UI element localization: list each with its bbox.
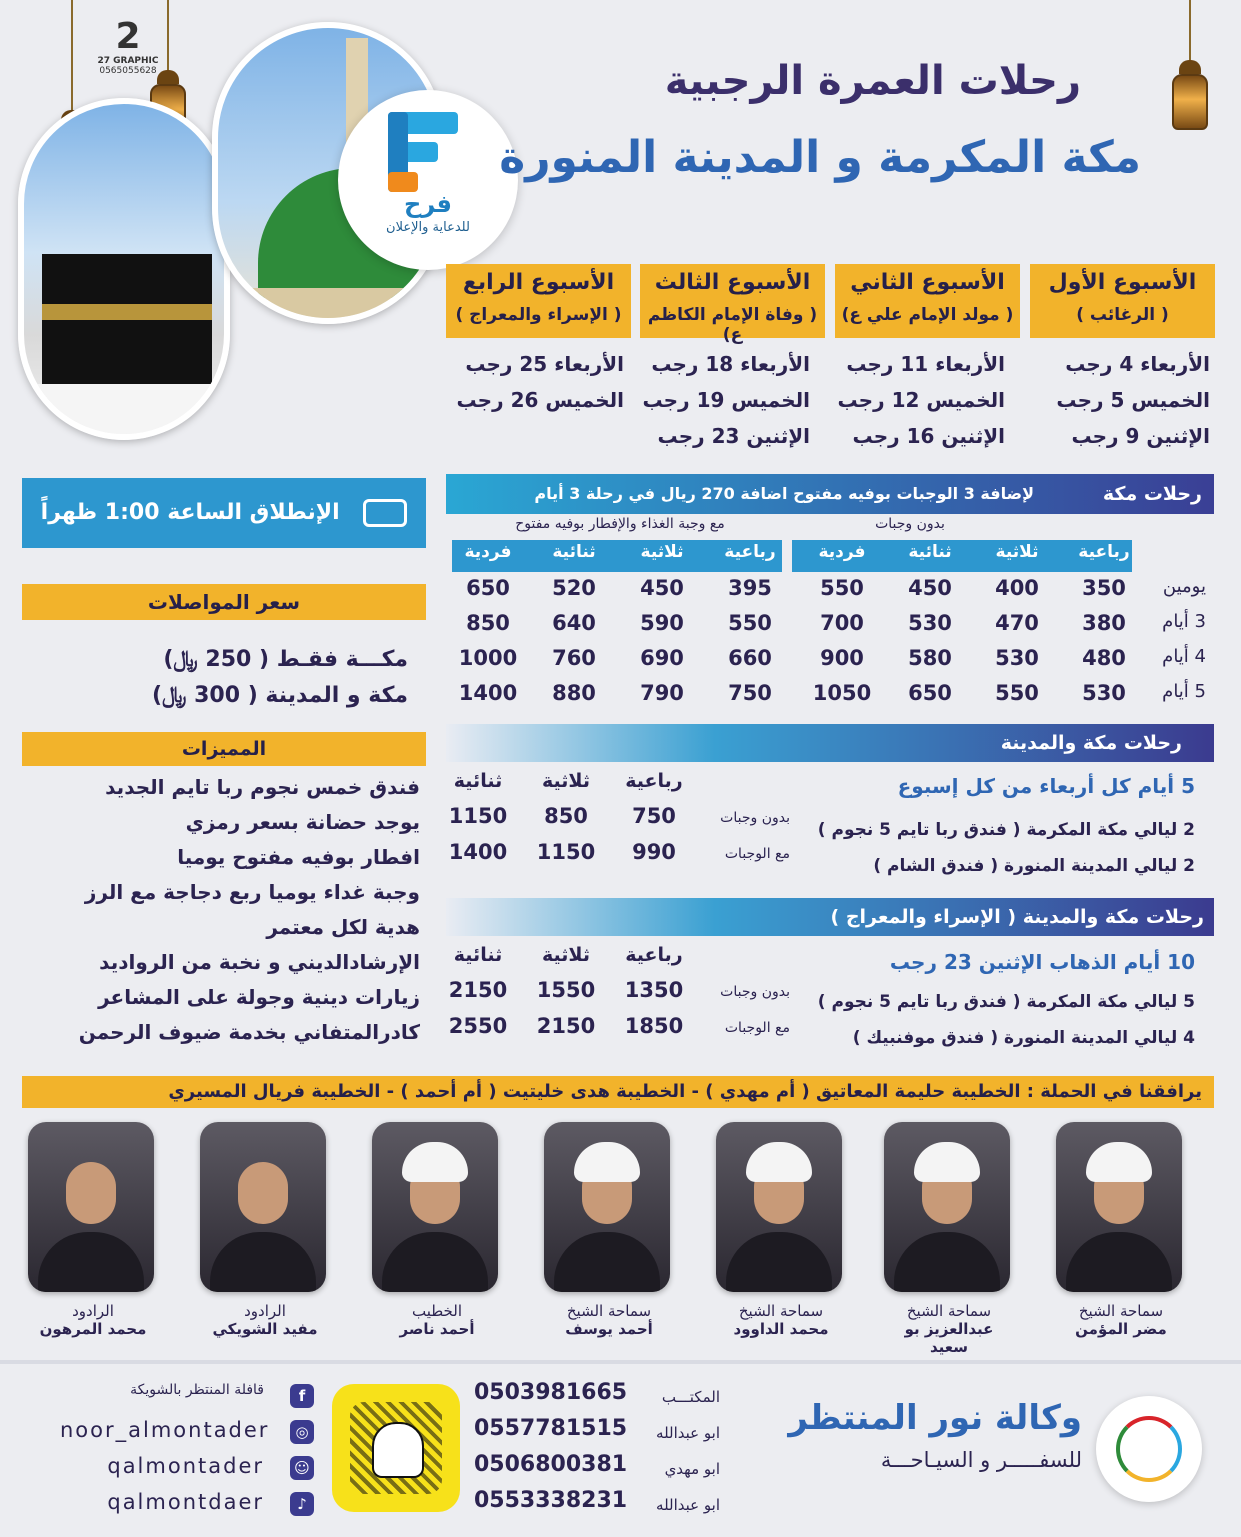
speaker-card — [372, 1122, 502, 1338]
speaker-name: مفيد الشويكي — [212, 1320, 318, 1338]
makkah_madinah-price-cell: 1150 — [448, 804, 508, 828]
isra-header-bar: رحلات مكة والمدينة ( الإسراء والمعراج ) — [446, 898, 1214, 936]
makkah-price-cell: 690 — [640, 646, 684, 670]
makkah-price-cell: 760 — [552, 646, 596, 670]
snapchat-qr-code[interactable] — [332, 1384, 460, 1512]
instagram-icon[interactable]: ◎ — [290, 1420, 314, 1444]
speaker-card — [200, 1122, 330, 1338]
makkah-price-cell: 400 — [995, 576, 1039, 600]
makkah-price-cell: 480 — [1082, 646, 1126, 670]
week-3-dates: الأربعاء 18 رجب الخميس 19 رجب الإثنين 23 رجب — [642, 352, 810, 448]
makkah-price-cell: 520 — [552, 576, 596, 600]
makkah_madinah-price-cell: 1150 — [536, 840, 596, 864]
phone-label: ابو عبدالله — [656, 1496, 720, 1514]
transport-title: سعر المواصلات — [22, 584, 426, 620]
phone-label: المكتـــب — [661, 1388, 720, 1406]
makkah-price-cell: 380 — [1082, 611, 1126, 635]
makkah-price-cell: 470 — [995, 611, 1039, 635]
mm-lead: 5 أيام كل أربعاء من كل إسبوع — [897, 774, 1195, 798]
speaker-role: الخطيب — [412, 1302, 462, 1320]
makkah_madinah-price-cell: 990 — [632, 840, 676, 864]
speaker-photo — [372, 1122, 498, 1292]
makkah_madinah-price-cell: 850 — [544, 804, 588, 828]
lantern-right-icon — [1172, 0, 1208, 130]
makkah-col-header: ثنائية — [908, 542, 952, 562]
makkah-price-cell: 530 — [908, 611, 952, 635]
isra-price-cell: 1550 — [536, 978, 596, 1002]
isra-row-label: بدون وجبات — [720, 984, 790, 1000]
makkah-price-cell: 1400 — [458, 681, 518, 705]
week-3: الأسبوع الثالث ( وفاة الإمام الكاظم ع) — [640, 264, 825, 338]
speaker-card — [544, 1122, 674, 1338]
phone-number[interactable]: 0506800381 — [474, 1452, 628, 1477]
week-2-dates: الأربعاء 11 رجب الخميس 12 رجب الإثنين 16 رجب — [837, 352, 1005, 448]
mm-header-bar: رحلات مكة والمدينة — [446, 724, 1214, 762]
makkah-price-cell: 450 — [908, 576, 952, 600]
makkah-price-cell: 900 — [820, 646, 864, 670]
makkah-price-cell: 660 — [728, 646, 772, 670]
social-handle[interactable]: قافلة المنتظر بالشويكة — [130, 1382, 264, 1398]
makkah-row-label: 4 أيام — [1162, 646, 1206, 667]
makkah-col-header: ثلاثية — [995, 542, 1039, 562]
isra-price-cell: 1350 — [624, 978, 684, 1002]
speaker-photo — [716, 1122, 842, 1292]
isra-price-cell: 2150 — [448, 978, 508, 1002]
speaker-role: سماحة الشيخ — [566, 1302, 652, 1320]
speaker-role: سماحة الشيخ — [906, 1302, 992, 1320]
departure-box: الإنطلاق الساعة 1:00 ظهراً — [22, 478, 426, 548]
agency-logo — [1096, 1396, 1202, 1502]
speaker-card — [28, 1122, 158, 1338]
makkah_madinah-price-cell: 1400 — [448, 840, 508, 864]
kaaba-photo — [18, 98, 230, 440]
makkah-col-header: فردية — [464, 542, 512, 562]
speaker-name: عبدالعزيز بو سعيد — [904, 1320, 994, 1356]
makkah-col-header: ثنائية — [552, 542, 596, 562]
makkah-price-cell: 580 — [908, 646, 952, 670]
main-title: رحلات العمرة الرجبية — [664, 58, 1081, 104]
makkah-price-cell: 850 — [466, 611, 510, 635]
speaker-photo — [544, 1122, 670, 1292]
facebook-icon[interactable]: f — [290, 1384, 314, 1408]
speaker-name: أحمد ناصر — [399, 1320, 475, 1338]
isra-col-header: ثلاثية — [542, 944, 590, 966]
week-2: الأسبوع الثاني ( مولد الإمام علي ع) — [835, 264, 1020, 338]
makkah_madinah-row-label: بدون وجبات — [720, 810, 790, 826]
makkah-price-cell: 550 — [820, 576, 864, 600]
isra-lines: 5 ليالي مكة المكرمة ( فندق ربا تايم 5 نجوم ) 4 ليالي المدينة المنورة ( فندق موفنبيك ) — [817, 992, 1195, 1048]
phone-number[interactable]: 0503981665 — [474, 1380, 628, 1405]
week-1: الأسبوع الأول ( الرغائب ) — [1030, 264, 1215, 338]
speaker-name: أحمد يوسف — [565, 1320, 653, 1338]
isra-price-cell: 1850 — [624, 1014, 684, 1038]
sub-title: مكة المكرمة و المدينة المنورة — [499, 132, 1141, 183]
week-1-dates: الأربعاء 4 رجب الخميس 5 رجب الإثنين 9 رجب — [1056, 352, 1210, 448]
mm-lines: 2 ليالي مكة المكرمة ( فندق ربا تايم 5 نجوم ) 2 ليالي المدينة المنورة ( فندق الشام ) — [817, 820, 1195, 876]
farah-logo: فرح للدعاية والإعلان — [338, 90, 518, 270]
isra-lead: 10 أيام الذهاب الإثنين 23 رجب — [889, 950, 1195, 974]
isra-price-cell: 2150 — [536, 1014, 596, 1038]
makkah-group-meals: مع وجبة الغذاء والإفطار بوفيه مفتوح — [515, 516, 725, 532]
makkah-price-cell: 350 — [1082, 576, 1126, 600]
isra-price-cell: 2550 — [448, 1014, 508, 1038]
makkah_madinah-col-header: ثلاثية — [542, 770, 590, 792]
makkah-price-cell: 750 — [728, 681, 772, 705]
makkah-price-cell: 650 — [466, 576, 510, 600]
speaker-role: سماحة الشيخ — [738, 1302, 824, 1320]
speaker-name: محمد الداوود — [733, 1320, 829, 1338]
bottom-divider — [0, 1360, 1241, 1364]
makkah-price-cell: 590 — [640, 611, 684, 635]
phone-number[interactable]: 0557781515 — [474, 1416, 628, 1441]
makkah-row-label: 5 أيام — [1162, 681, 1206, 702]
speaker-name: مضر المؤمن — [1075, 1320, 1167, 1338]
makkah-row-label: يومين — [1162, 576, 1206, 597]
phone-number[interactable]: 0553338231 — [474, 1488, 628, 1513]
speaker-role: سماحة الشيخ — [1078, 1302, 1164, 1320]
social-handle[interactable]: qalmontader — [107, 1454, 264, 1478]
makkah-price-cell: 530 — [995, 646, 1039, 670]
speaker-card — [716, 1122, 846, 1338]
speaker-photo — [1056, 1122, 1182, 1292]
isra-col-header: رباعية — [625, 944, 683, 966]
tiktok-icon[interactable]: ♪ — [290, 1492, 314, 1516]
makkah-price-cell: 650 — [908, 681, 952, 705]
bus-icon — [363, 499, 407, 527]
speaker-photo — [200, 1122, 326, 1292]
makkah-price-cell: 880 — [552, 681, 596, 705]
makkah-price-cell: 395 — [728, 576, 772, 600]
makkah-price-cell: 530 — [1082, 681, 1126, 705]
phone-label: ابو مهدي — [664, 1460, 720, 1478]
social-handle[interactable]: qalmontdaer — [107, 1490, 264, 1514]
speaker-role: الرادود — [244, 1302, 286, 1320]
makkah-price-cell: 700 — [820, 611, 864, 635]
isra-col-header: ثنائية — [453, 944, 503, 966]
makkah-group-no-meals: بدون وجبات — [875, 516, 945, 532]
makkah-price-cell: 550 — [728, 611, 772, 635]
makkah-price-cell: 450 — [640, 576, 684, 600]
makkah-col-header: رباعية — [1078, 542, 1130, 562]
speaker-name: محمد المرهون — [39, 1320, 147, 1338]
isra-row-label: مع الوجبات — [724, 1020, 790, 1036]
companions-bar: يرافقنا في الحملة : الخطيبة حليمة المعاتيق ( أم مهدي ) - الخطيبة هدى خليتيت ( أم أحمد ) - الخطيبة فريال المسيري — [22, 1076, 1214, 1108]
designer-credit: 2 27 GRAPHIC 0565055628 — [97, 16, 159, 76]
week-4: الأسبوع الرابع ( الإسراء والمعراج ) — [446, 264, 631, 338]
makkah-col-header: ثلاثية — [640, 542, 684, 562]
social-handle[interactable]: noor_almontader — [60, 1418, 270, 1442]
makkah-price-cell: 640 — [552, 611, 596, 635]
week-4-dates: الأربعاء 25 رجب الخميس 26 رجب — [456, 352, 624, 412]
features-list: فندق خمس نجوم ربا تايم الجديد يوجد حضانة بسعر رمزي افطار بوفيه مفتوح يوميا وجبة غداء يوميا ربع دجاجة مع الرز هدية لكل معتمر الإرشادالديني و نخبة من الروادید زيارات دينية وجولة على المشاعر كادرالمتفاني بخدمة ضيوف الرحمن — [78, 775, 420, 1044]
makkah-price-cell: 550 — [995, 681, 1039, 705]
makkah_madinah-col-header: رباعية — [625, 770, 683, 792]
speaker-photo — [884, 1122, 1010, 1292]
makkah_madinah-row-label: مع الوجبات — [724, 846, 790, 862]
agency-name: وكالة نور المنتظر — [788, 1398, 1082, 1438]
makkah-header-bar: رحلات مكة لإضافة 3 الوجبات بوفيه مفتوح اضافة 270 ريال في رحلة 3 أيام — [446, 474, 1214, 514]
speaker-card — [1056, 1122, 1186, 1338]
speaker-photo — [28, 1122, 154, 1292]
features-title: المميزات — [22, 732, 426, 766]
makkah-price-cell: 1000 — [458, 646, 518, 670]
makkah-price-cell: 1050 — [812, 681, 872, 705]
makkah-price-cell: 790 — [640, 681, 684, 705]
phone-label: ابو عبدالله — [656, 1424, 720, 1442]
agency-sub: للسفـــــر و السيـاحـــة — [880, 1448, 1082, 1472]
transport-lines: مكـــة فقـط ( 250 ﷼) مكة و المدينة ( 300 ﷼) — [152, 647, 408, 708]
makkah-col-header: فردية — [818, 542, 866, 562]
makkah_madinah-price-cell: 750 — [632, 804, 676, 828]
makkah-col-header: رباعية — [724, 542, 776, 562]
speaker-card — [884, 1122, 1014, 1356]
snapchat-icon[interactable]: ☺ — [290, 1456, 314, 1480]
makkah_madinah-col-header: ثنائية — [453, 770, 503, 792]
speaker-role: الرادود — [72, 1302, 114, 1320]
makkah-row-label: 3 أيام — [1162, 611, 1206, 632]
